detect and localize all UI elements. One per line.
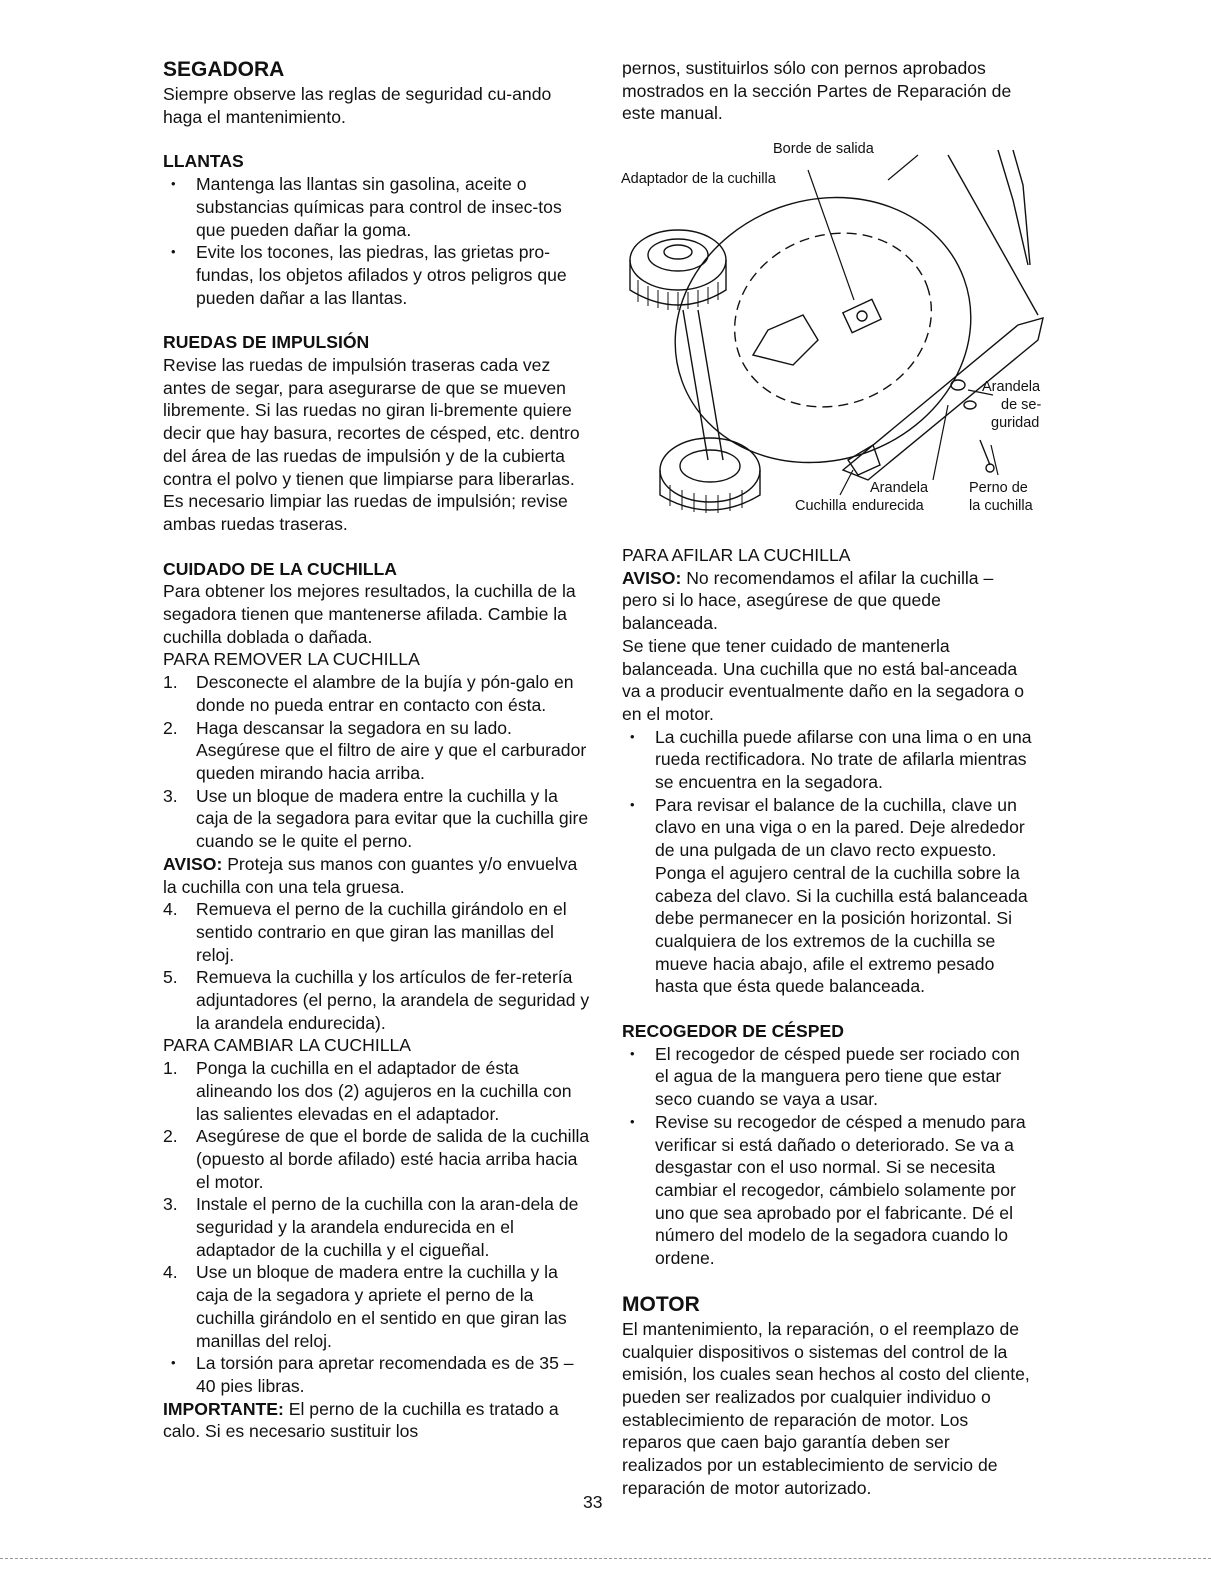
list-item: • La cuchilla puede afilarse con una lima o en una rueda rectificadora. No trate de afilarla mientras se encuentra en la segadora. <box>622 726 1032 794</box>
figure-label-cuchilla: Cuchilla <box>795 498 847 514</box>
aviso-note: AVISO: Proteja sus manos con guantes y/o envuelva la cuchilla con una tela gruesa. <box>163 853 578 897</box>
list-item: 1. Ponga la cuchilla en el adaptador de ésta alineando los dos (2) agujeros en la cuchilla con las salientes elevadas en el adaptador. <box>163 1058 572 1124</box>
figure-label-perno-2: la cuchilla <box>969 498 1033 514</box>
importante-label: IMPORTANTE: <box>163 1398 284 1419</box>
llantas-list <box>163 173 595 309</box>
afilar-heading: PARA AFILAR LA CUCHILLA <box>622 545 851 565</box>
page-number: 33 <box>583 1492 603 1512</box>
cambiar-steps <box>163 1057 595 1352</box>
continued-text: pernos, sustituirlos sólo con pernos aprobados mostrados en la sección Partes de Reparación de este manual. <box>622 58 1012 124</box>
list-item: 4. Remueva el perno de la cuchilla girándolo en el sentido contrario en que giran las manillas del reloj. <box>163 899 567 965</box>
cambiar-heading: PARA CAMBIAR LA CUCHILLA <box>163 1035 412 1056</box>
blade-diagram-illustration <box>618 140 1048 525</box>
llantas-heading: LLANTAS <box>163 151 244 172</box>
afilar-aviso: AVISO: No recomendamos el afilar la cuchilla – pero si lo hace, asegúrese de que quede balanceada. <box>622 567 994 634</box>
remover-heading: PARA REMOVER LA CUCHILLA <box>163 649 420 670</box>
list-item: 5. Remueva la cuchilla y los artículos de fer-retería adjuntadores (el perno, la arandela de seguridad y la arandela endurecida). <box>163 967 590 1033</box>
figure-label-arandela-seg-2: de se- <box>1001 397 1042 413</box>
figure-label-arandela-end-1: Arandela <box>870 480 929 496</box>
list-item: • Revise su recogedor de césped a menudo para verificar si está dañado o deteriorado. Se va a desgastar con el uso normal. Si se necesita cambiar el recogedor, cámbielo solamente por uno que sea aprobado por el fabricante. Dé el número del modelo de la segadora cuando lo ordene. <box>622 1111 1032 1270</box>
torsion-list <box>163 1352 595 1397</box>
figure-label-borde: Borde de salida <box>773 141 874 157</box>
list-item: • Mantenga las llantas sin gasolina, aceite o substancias químicas para control de insec-tos que pueden dañar la goma. <box>163 173 595 241</box>
list-item: 2. Asegúrese de que el borde de salida de la cuchilla (opuesto al borde afilado) esté hacia arriba hacia el motor. <box>163 1126 590 1192</box>
list-item: 4. Use un bloque de madera entre la cuchilla y la caja de la segadora y apriete el perno de la cuchilla girándolo en el sentido en que giran las manillas del reloj. <box>163 1262 567 1351</box>
segadora-text: Siempre observe las reglas de seguridad cu-ando haga el mantenimiento. <box>163 84 552 127</box>
ruedas-text: Revise las ruedas de impulsión traseras cada vez antes de segar, para asegurarse de que se mueven libremente. Si las ruedas no giran li-bremente quiere decir que hay basura, recortes de césped, etc. dentro del área de las ruedas de impulsión y de la cubierta contra el polvo y tienen que limpiarse para liberarlas. <box>163 355 580 489</box>
motor-heading: MOTOR <box>622 1292 700 1316</box>
list-item: • El recogedor de césped puede ser rociado con el agua de la manguera pero tiene que estar seco cuando se vaya a usar. <box>622 1043 1032 1111</box>
afilar-text: Se tiene que tener cuidado de mantenerla balanceada. Una cuchilla que no está bal-anceada va a producir eventualmente daño en la segadora o en el motor. <box>622 635 1025 724</box>
importante-note: IMPORTANTE: El perno de la cuchilla es tratado a calo. Si es necesario sustituir los <box>163 1398 559 1442</box>
blade-assembly-figure <box>618 140 1048 525</box>
ruedas-text-2: Es necesario limpiar las ruedas de impulsión; revise ambas ruedas traseras. <box>163 491 568 534</box>
figure-label-adaptador: Adaptador de la cuchilla <box>621 171 776 187</box>
ruedas-heading: RUEDAS DE IMPULSIÓN <box>163 332 370 353</box>
right-column-top <box>622 57 1042 125</box>
aviso-label: AVISO: <box>163 853 223 874</box>
list-item: • Evite los tocones, las piedras, las grietas pro-fundas, los objetos afilados y otros peligros que pueden dañar a las llantas. <box>163 241 595 309</box>
afilar-list <box>622 726 1032 998</box>
recogedor-heading: RECOGEDOR DE CÉSPED <box>622 1021 844 1042</box>
figure-label-arandela-seg-1: Arandela <box>982 379 1041 395</box>
right-column-bottom <box>622 544 1032 1499</box>
figure-label-arandela-end-2: endurecida <box>852 498 924 514</box>
cuidado-text: Para obtener los mejores resultados, la cuchilla de la segadora tienen que mantenerse afilada. Cambie la cuchilla doblada o dañada. <box>163 581 576 647</box>
recogedor-list <box>622 1043 1032 1270</box>
list-item: 3. Use un bloque de madera entre la cuchilla y la caja de la segadora para evitar que la cuchilla gire cuando se le quite el perno. <box>163 785 589 852</box>
list-item: • La torsión para apretar recomendada es de 35 – 40 pies libras. <box>163 1352 595 1397</box>
figure-label-perno-1: Perno de <box>969 480 1028 496</box>
afilar-aviso-label: AVISO: <box>622 567 682 588</box>
figure-label-arandela-seg-3: guridad <box>991 415 1040 431</box>
list-item: 3. Instale el perno de la cuchilla con la aran-dela de seguridad y la arandela endurecida en el adaptador de la cuchilla y el cigueñal. <box>163 1194 579 1260</box>
list-item: 1. Desconecte el alambre de la bujía y pón-galo en donde no pueda entrar en contacto con ésta. <box>163 672 574 715</box>
list-item: 2. Haga descansar la segadora en su lado. Asegúrese que el filtro de aire y que el carburador queden mirando hacia arriba. <box>163 717 587 783</box>
remover-steps-cont <box>163 898 595 1034</box>
list-item: • Para revisar el balance de la cuchilla, clave un clavo en una viga o en la pared. Deje alrededor de una pulgada de un clavo recto expuesto. Ponga el agujero central de la cuchilla sobre la cabeza del clavo. Si la cuchilla está balanceada debe permanecer en la posición horizontal. Si cualquiera de los extremos de la cuchilla se mueve hacia abajo, afile el extremo pesado hasta que ésta quede balanceada. <box>622 794 1032 998</box>
motor-text: El mantenimiento, la reparación, o el reemplazo de cualquier dispositivos o sistemas del control de la emisión, los cuales sean hechos al costo del cliente, pueden ser realizados por cualquier individuo o establecimiento de reparación de motor. Los reparos que caen bajo garantía deben ser realizados por un establecimiento de servicio de reparación de motor autorizado. <box>622 1318 1030 1498</box>
cuidado-heading: CUIDADO DE LA CUCHILLA <box>163 558 397 579</box>
page-bottom-rule <box>0 1558 1211 1559</box>
remover-steps <box>163 671 595 853</box>
left-column <box>163 57 595 1443</box>
segadora-heading: SEGADORA <box>163 58 285 81</box>
